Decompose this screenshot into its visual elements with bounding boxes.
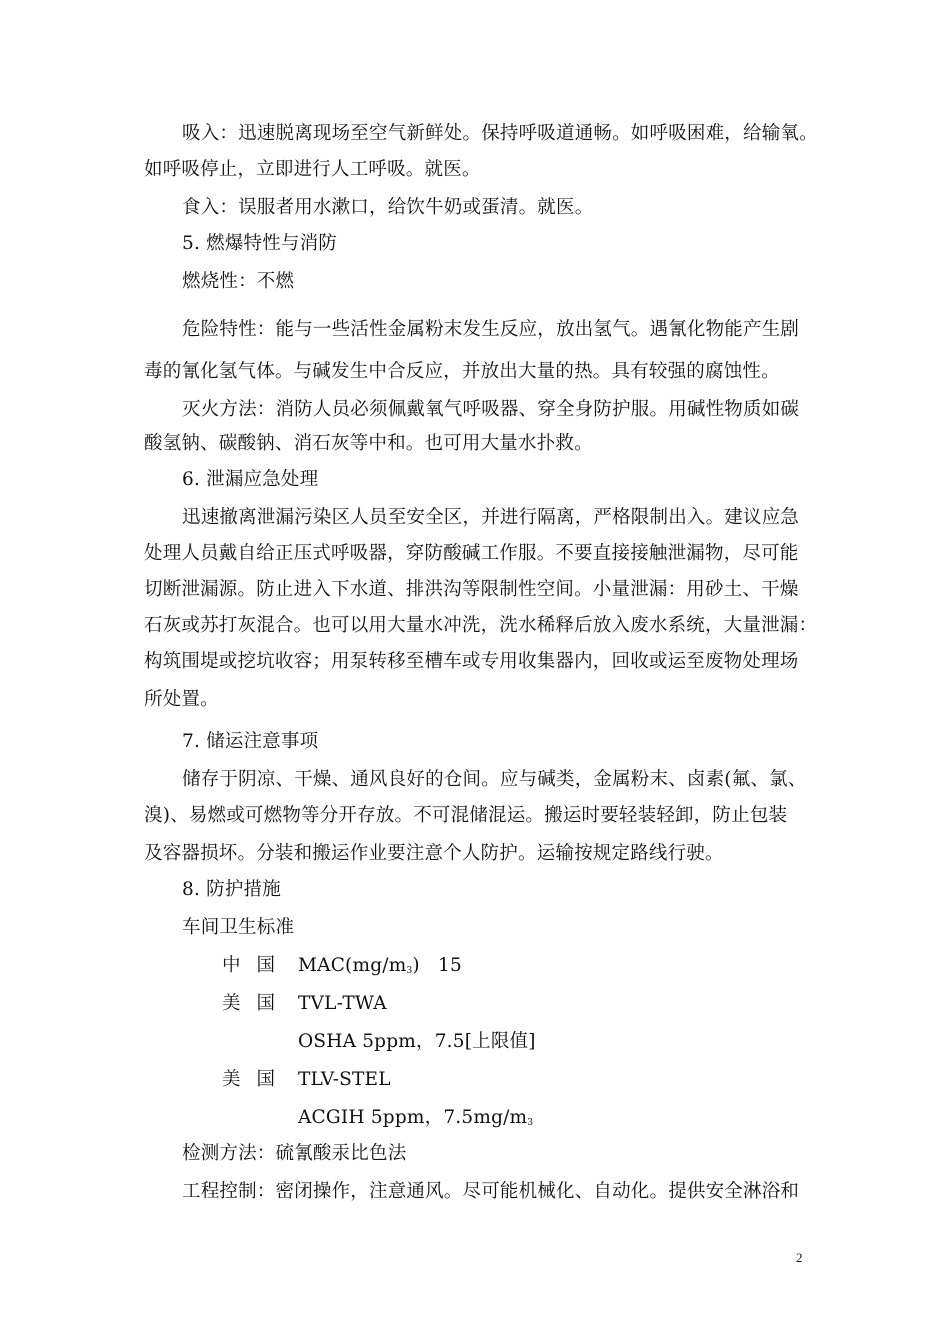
storage-line-3: 及容器损坏。分装和搬运作业要注意个人防护。运输按规定路线行驶。: [144, 843, 724, 864]
storage-line-1: 储存于阴凉、干燥、通风良好的仓间。应与碱类，金属粉末、卤素(氟、氯、: [182, 769, 807, 790]
inhalation-line-1: 吸入：迅速脱离现场至空气新鲜处。保持呼吸道通畅。如呼吸困难，给输氧。: [182, 123, 818, 144]
china-value-suffix: ) 15: [412, 955, 462, 976]
us-value-1: TVL-TWA: [298, 993, 387, 1014]
us-detail-1: OSHA 5ppm，7.5[上限值]: [298, 1031, 536, 1052]
leak-line-4: 石灰或苏打灰混合。也可以用大量水冲洗，洗水稀释后放入废水系统，大量泄漏：: [144, 615, 818, 636]
fire-fighting-line-2: 酸氢钠、碳酸钠、消石灰等中和。也可用大量水扑救。: [144, 433, 593, 454]
inhalation-line-2: 如呼吸停止，立即进行人工呼吸。就医。: [144, 159, 481, 180]
china-value-prefix: MAC(mg/m: [298, 955, 407, 976]
china-value: [298, 954, 462, 983]
us-detail-2-sub: 3: [527, 1118, 534, 1128]
leak-line-3: 切断泄漏源。防止进入下水道、排洪沟等限制性空间。小量泄漏：用砂土、干燥: [144, 579, 799, 600]
section-7-heading: 7. 储运注意事项: [182, 731, 319, 752]
china-label: 中国: [222, 955, 292, 976]
us-label-2: 美国: [222, 1069, 292, 1090]
page-number: 2: [796, 1250, 803, 1265]
us-label-1: 美国: [222, 993, 292, 1014]
leak-line-2: 处理人员戴自给正压式呼吸器，穿防酸碱工作服。不要直接接触泄漏物，尽可能: [144, 543, 799, 564]
us-detail-2-prefix: ACGIH 5ppm，7.5mg/m: [298, 1107, 528, 1128]
section-6-heading: 6. 泄漏应急处理: [182, 469, 319, 490]
hazard-line-1: 危险特性：能与一些活性金属粉末发生反应，放出氢气。遇氰化物能产生剧: [182, 319, 800, 340]
storage-line-2: 溴)、易燃或可燃物等分开存放。不可混储混运。搬运时要轻装轻卸，防止包装: [144, 805, 788, 826]
engineering-control: 工程控制：密闭操作，注意通风。尽可能机械化、自动化。提供安全淋浴和: [182, 1181, 800, 1202]
us-value-2: TLV-STEL: [298, 1069, 391, 1090]
leak-line-5: 构筑围堤或挖坑收容；用泵转移至槽车或专用收集器内，回收或运至废物处理场: [144, 651, 799, 672]
section-8-heading: 8. 防护措施: [182, 879, 281, 900]
china-value-sub: 3: [406, 966, 413, 976]
detection-method: 检测方法：硫氰酸汞比色法: [182, 1143, 407, 1164]
us-detail-2: [298, 1106, 533, 1135]
workplace-standard-title: 车间卫生标准: [182, 917, 295, 938]
hazard-line-2: 毒的氰化氢气体。与碱发生中合反应，并放出大量的热。具有较强的腐蚀性。: [144, 361, 780, 382]
fire-fighting-line-1: 灭火方法：消防人员必须佩戴氧气呼吸器、穿全身防护服。用碱性物质如碳: [182, 399, 800, 420]
flammability-text: 燃烧性：不燃: [182, 271, 295, 292]
ingestion-text: 食入：误服者用水漱口，给饮牛奶或蛋清。就医。: [182, 197, 594, 218]
leak-line-1: 迅速撤离泄漏污染区人员至安全区，并进行隔离，严格限制出入。建议应急: [182, 507, 800, 528]
section-5-heading: 5. 燃爆特性与消防: [182, 233, 338, 254]
leak-line-6: 所处置。: [144, 689, 219, 710]
